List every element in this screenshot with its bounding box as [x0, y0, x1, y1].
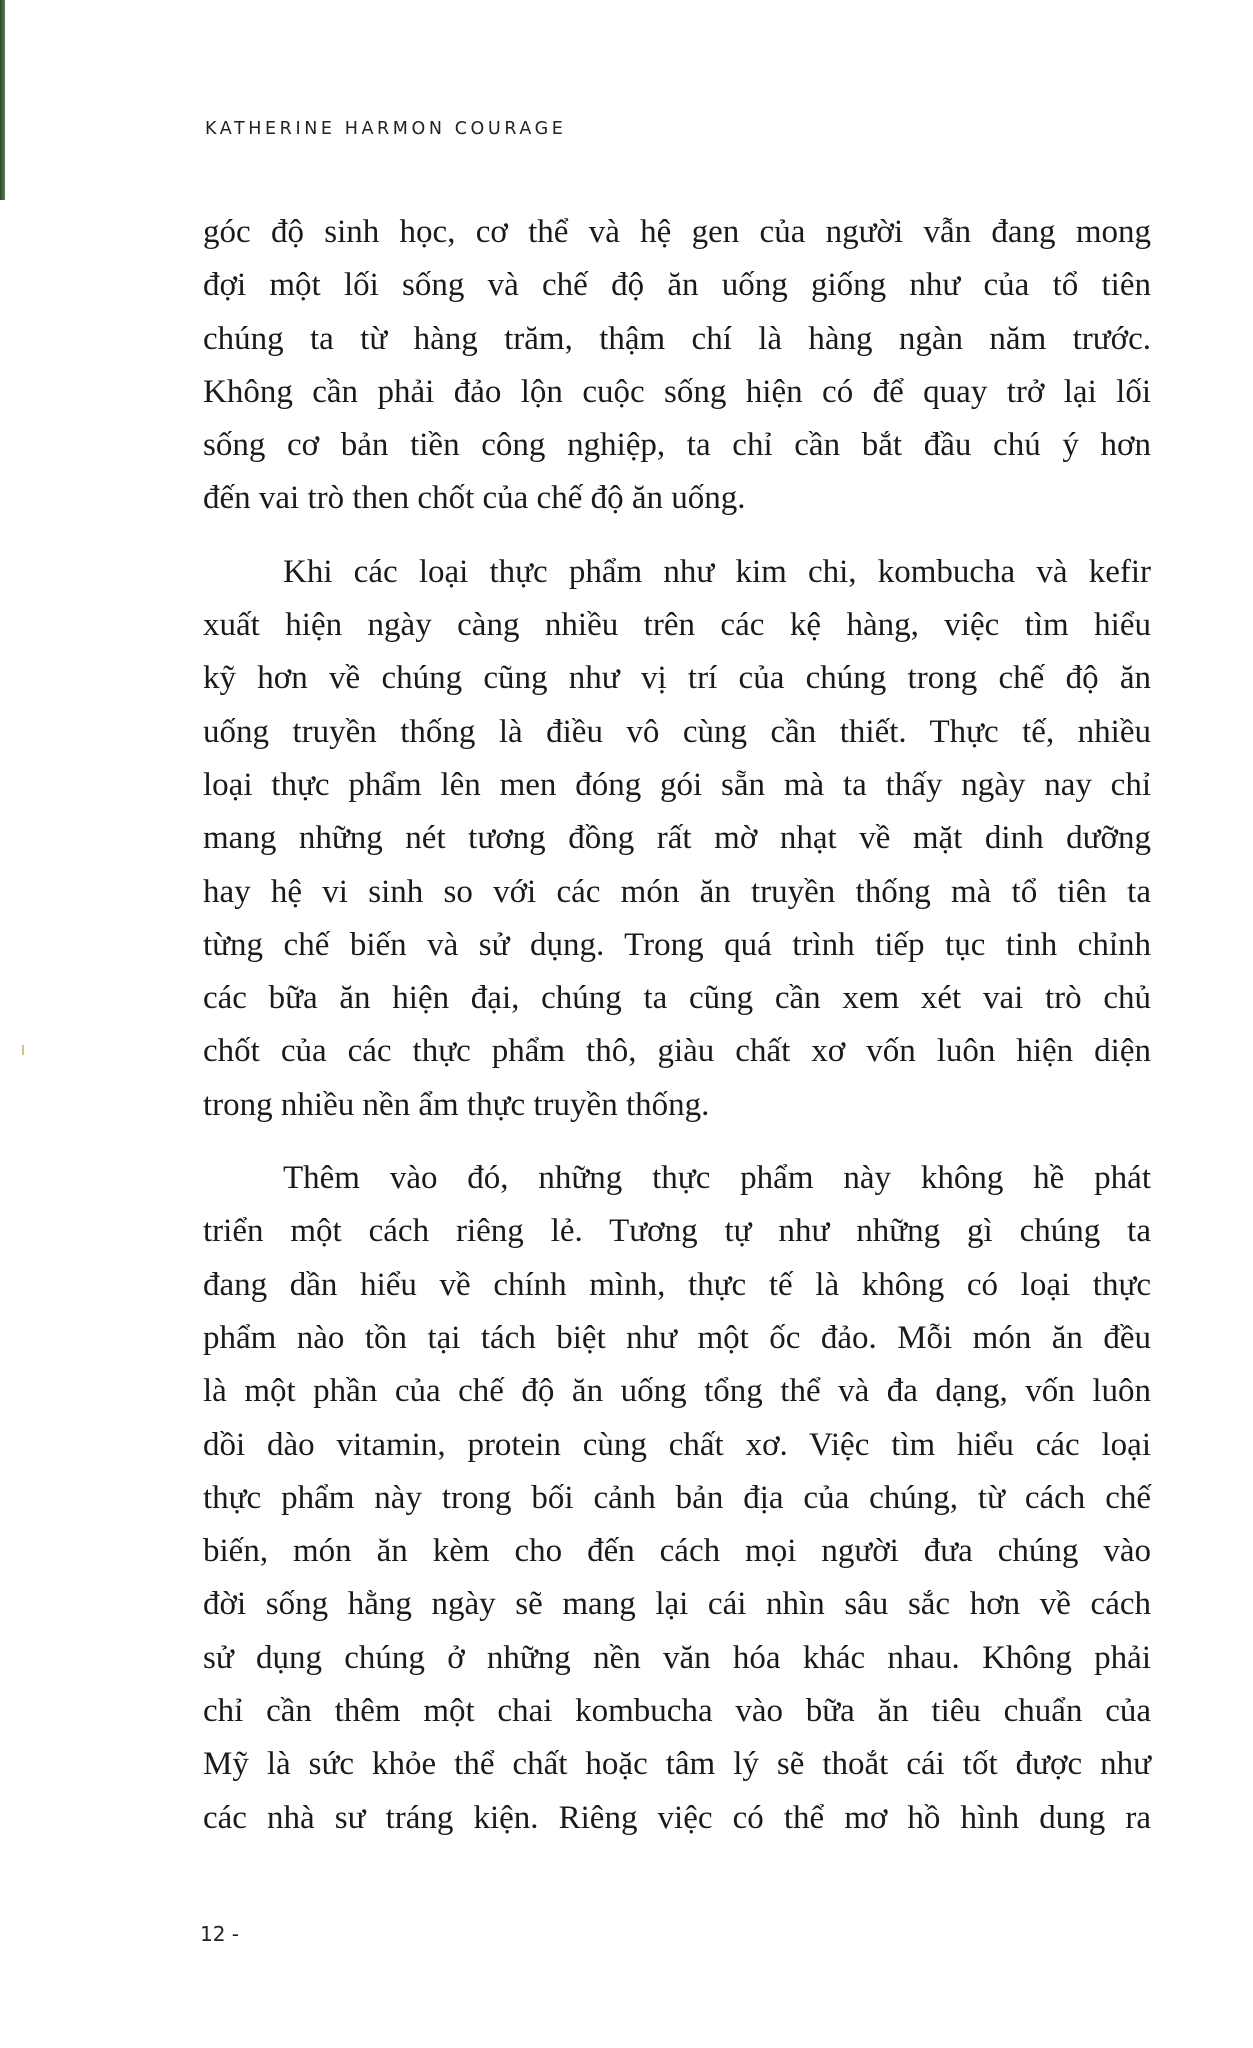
text-line: từng chế biến và sử dụng. Trong quá trình tiếp tục tinh chỉnh — [203, 926, 1151, 963]
text-line: triển một cách riêng lẻ. Tương tự như những gì chúng ta — [203, 1213, 1151, 1250]
text-line: Khi các loại thực phẩm như kim chi, kombucha và kefir — [283, 553, 1151, 590]
text-line: là một phần của chế độ ăn uống tổng thể và đa dạng, vốn luôn — [203, 1373, 1151, 1410]
text-line: các nhà sư tráng kiện. Riêng việc có thể mơ hồ hình dung ra — [203, 1799, 1151, 1836]
text-line: các bữa ăn hiện đại, chúng ta cũng cần xem xét vai trò chủ — [203, 980, 1151, 1017]
text-line: phẩm nào tồn tại tách biệt như một ốc đảo. Mỗi món ăn đều — [203, 1319, 1151, 1356]
text-line: đến vai trò then chốt của chế độ ăn uống. — [203, 480, 746, 517]
text-line: Không cần phải đảo lộn cuộc sống hiện có để quay trở lại lối — [203, 373, 1151, 410]
text-line: chúng ta từ hàng trăm, thậm chí là hàng ngàn năm trước. — [203, 320, 1151, 357]
text-line: đời sống hằng ngày sẽ mang lại cái nhìn sâu sắc hơn về cách — [203, 1586, 1151, 1623]
paragraph-2 — [203, 546, 1151, 1132]
text-line: trong nhiều nền ẩm thực truyền thống. — [203, 1086, 710, 1123]
page-number: 12 - — [200, 1922, 240, 1946]
text-line: thực phẩm này trong bối cảnh bản địa của chúng, từ cách chế — [203, 1479, 1151, 1516]
body-text — [203, 206, 1151, 1865]
text-line: sống cơ bản tiền công nghiệp, ta chỉ cần bắt đầu chú ý hơn — [203, 427, 1151, 464]
text-line: Thêm vào đó, những thực phẩm này không hề phát — [283, 1160, 1151, 1197]
running-head-author: KATHERINE HARMON COURAGE — [205, 119, 567, 139]
text-line: Mỹ là sức khỏe thể chất hoặc tâm lý sẽ thoắt cái tốt được như — [203, 1746, 1151, 1783]
text-line: đang dần hiểu về chính mình, thực tế là không có loại thực — [203, 1266, 1151, 1303]
text-line: loại thực phẩm lên men đóng gói sẵn mà ta thấy ngày nay chỉ — [203, 766, 1151, 803]
text-line: góc độ sinh học, cơ thể và hệ gen của người vẫn đang mong — [203, 214, 1151, 250]
text-line: chỉ cần thêm một chai kombucha vào bữa ăn tiêu chuẩn của — [203, 1693, 1151, 1730]
text-line: chốt của các thực phẩm thô, giàu chất xơ vốn luôn hiện diện — [203, 1033, 1151, 1070]
paragraph-1 — [203, 206, 1151, 526]
text-line: đợi một lối sống và chế độ ăn uống giống như của tổ tiên — [203, 267, 1151, 304]
text-line: biến, món ăn kèm cho đến cách mọi người đưa chúng vào — [203, 1533, 1151, 1570]
paper-speck — [22, 1045, 24, 1055]
book-binding-edge — [0, 0, 5, 200]
text-line: kỹ hơn về chúng cũng như vị trí của chúng trong chế độ ăn — [203, 660, 1151, 697]
text-line: mang những nét tương đồng rất mờ nhạt về mặt dinh dưỡng — [203, 820, 1151, 857]
text-line: hay hệ vi sinh so với các món ăn truyền thống mà tổ tiên ta — [203, 873, 1151, 910]
text-line: uống truyền thống là điều vô cùng cần thiết. Thực tế, nhiều — [203, 713, 1151, 750]
text-line: xuất hiện ngày càng nhiều trên các kệ hàng, việc tìm hiểu — [203, 607, 1151, 644]
text-line: sử dụng chúng ở những nền văn hóa khác nhau. Không phải — [203, 1639, 1151, 1676]
paragraph-3 — [203, 1152, 1151, 1845]
text-line: dồi dào vitamin, protein cùng chất xơ. Việc tìm hiểu các loại — [203, 1426, 1151, 1463]
